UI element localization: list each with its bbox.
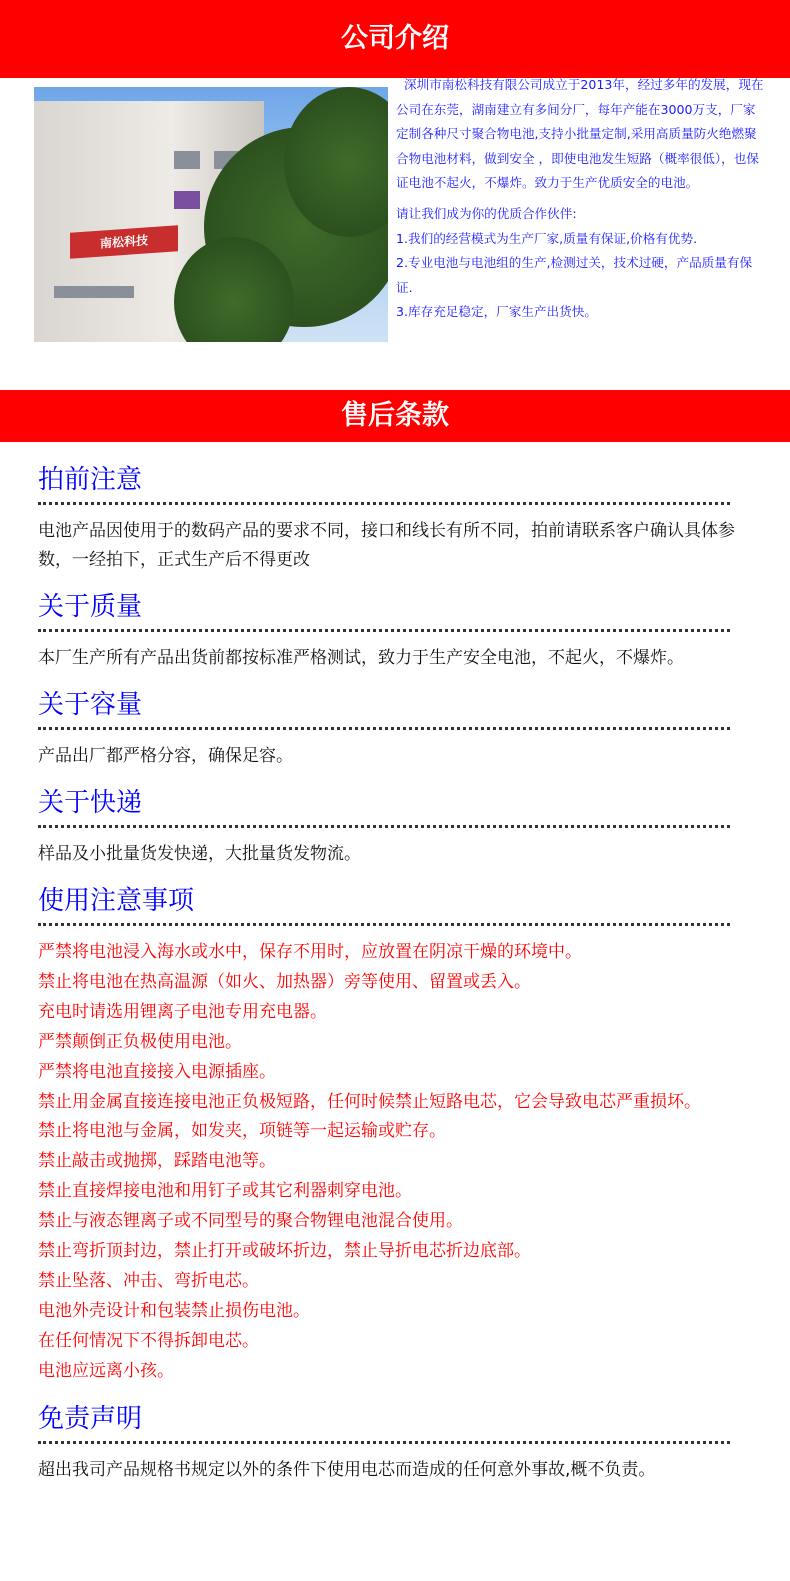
dotted-divider xyxy=(38,727,730,730)
section-text: 电池产品因使用于的数码产品的要求不同，接口和线长有所不同，拍前请联系客户确认具体参数，一经拍下，正式生产后不得更改 xyxy=(38,521,735,570)
usage-item: 禁止将电池与金属，如发夹，项链等一起运输或贮存。 xyxy=(38,1121,446,1142)
section-title: 关于容量 xyxy=(38,690,143,720)
section-title: 使用注意事项 xyxy=(38,886,195,916)
usage-list xyxy=(38,938,738,1387)
section-text: 产品出厂都严格分容，确保足容。 xyxy=(38,746,293,766)
section-usage-notes xyxy=(38,881,738,1387)
usage-item: 禁止将电池在热高温源（如火、加热器）旁等使用、留置或丢入。 xyxy=(38,971,531,992)
dotted-divider xyxy=(38,923,730,926)
section-capacity xyxy=(38,685,738,771)
section-before-order xyxy=(38,460,738,575)
intro-paragraph: 深圳市南松科技有限公司成立于2013年，经过多年的发展，现在公司在东莞，湖南建立有多间分厂，每年产能在3000万支，厂家定制各种尺寸聚合物电池,支持小批量定制,采用高质量防火绝燃聚合物电池材料，做到安全 ，即使电池发生短路（概率很低），也保证电池不起火，不爆炸。致力于生产优质安全的电池。 xyxy=(396,77,764,191)
dotted-divider xyxy=(38,502,730,505)
after-sales-header: 售后条款 xyxy=(0,390,790,442)
invite-text: 请让我们成为你的优质合作伙伴: xyxy=(396,205,577,221)
usage-item: 禁止弯折顶封边，禁止打开或破坏折边，禁止导折电芯折边底部。 xyxy=(38,1241,531,1262)
section-title: 关于质量 xyxy=(38,592,143,622)
company-intro-header: 公司介绍 xyxy=(0,0,790,78)
usage-item: 电池外壳设计和包装禁止损伤电池。 xyxy=(38,1300,310,1321)
section-text: 样品及小批量货发快递，大批量货发物流。 xyxy=(38,844,361,864)
section-quality xyxy=(38,587,738,673)
usage-item: 严禁将电池浸入海水或水中，保存不用时，应放置在阴凉干燥的环境中。 xyxy=(38,942,582,962)
usage-item: 充电时请选用锂离子电池专用充电器。 xyxy=(38,1001,327,1022)
terms-content xyxy=(38,460,738,1497)
company-intro-text xyxy=(396,73,766,325)
usage-item: 电池应远离小孩。 xyxy=(38,1360,174,1381)
section-shipping xyxy=(38,783,738,869)
usage-item: 禁止直接焊接电池和用钉子或其它利器刺穿电池。 xyxy=(38,1181,412,1202)
section-title: 免责声明 xyxy=(38,1403,143,1434)
point-1: 1.我们的经营模式为生产厂家,质量有保证,价格有优势. xyxy=(396,230,698,246)
section-disclaimer xyxy=(38,1399,738,1485)
dotted-divider xyxy=(38,1441,730,1444)
usage-item: 严禁将电池直接接入电源插座。 xyxy=(38,1061,276,1082)
building-sign: 南松科技 xyxy=(70,225,178,259)
usage-item: 禁止敲击或抛掷，踩踏电池等。 xyxy=(38,1151,276,1172)
section-text: 超出我司产品规格书规定以外的条件下使用电芯而造成的任何意外事故,概不负责。 xyxy=(38,1459,656,1480)
usage-item: 禁止坠落、冲击、弯折电芯。 xyxy=(38,1270,259,1291)
point-3: 3.库存充足稳定，厂家生产出货快。 xyxy=(396,304,597,320)
dotted-divider xyxy=(38,629,730,632)
usage-item: 禁止用金属直接连接电池正负极短路，任何时候禁止短路电芯，它会导致电芯严重损坏。 xyxy=(38,1091,701,1112)
usage-item: 禁止与液态锂离子或不同型号的聚合物锂电池混合使用。 xyxy=(38,1211,463,1232)
point-2: 2.专业电池与电池组的生产,检测过关，技术过硬，产品质量有保证. xyxy=(396,255,753,295)
usage-item: 在任何情况下不得拆卸电芯。 xyxy=(38,1330,259,1351)
usage-item: 严禁颠倒正负极使用电池。 xyxy=(38,1031,242,1052)
dotted-divider xyxy=(38,825,730,828)
section-title: 关于快递 xyxy=(38,788,143,818)
company-building-photo xyxy=(34,87,388,342)
section-title: 拍前注意 xyxy=(38,465,143,495)
section-text: 本厂生产所有产品出货前都按标准严格测试，致力于生产安全电池，不起火，不爆炸。 xyxy=(38,648,684,668)
